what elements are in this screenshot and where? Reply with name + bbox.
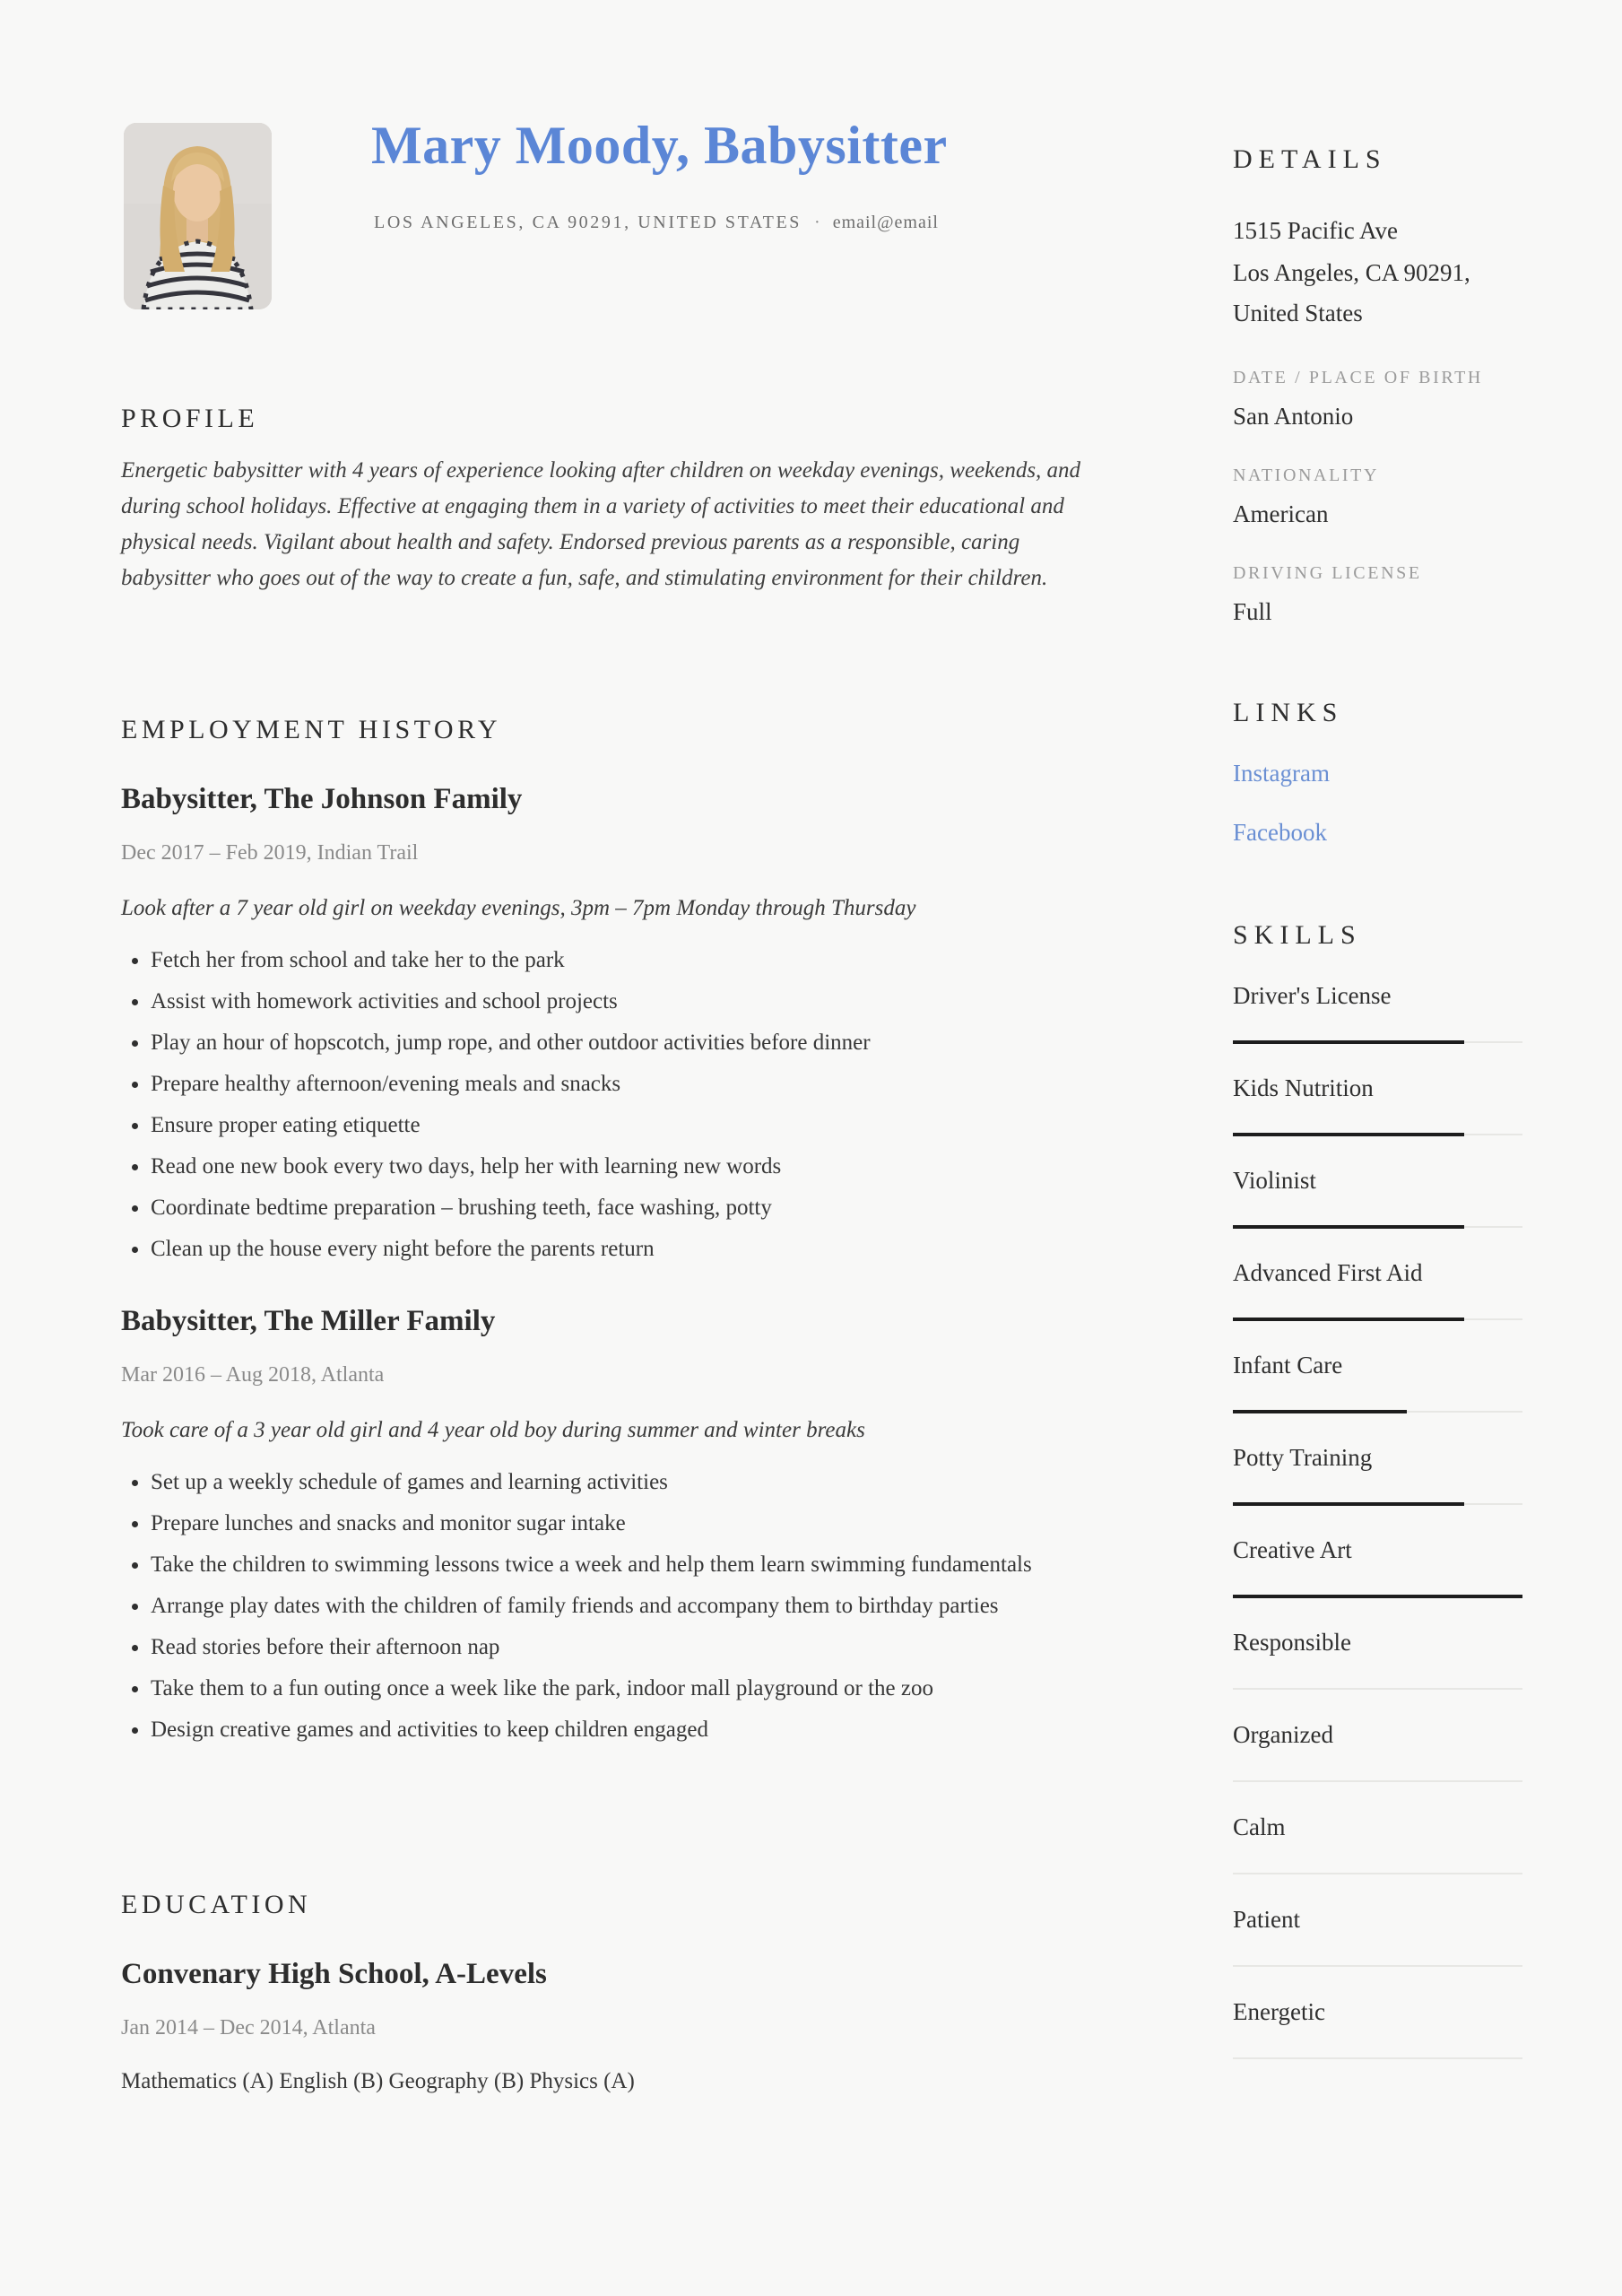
skill-label: Infant Care [1233,1352,1343,1378]
skill-label: Calm [1233,1813,1286,1840]
job-bullet: Take the children to swimming lessons twice a week and help them learn swimming fundamentals [121,1544,1036,1586]
nationality-label: NATIONALITY [1233,465,1380,485]
job-bullet: Coordinate bedtime preparation – brushing teeth, face washing, potty [121,1187,1036,1229]
facebook-link[interactable]: Facebook [1233,819,1327,846]
sidebar [1233,144,1524,2060]
skill-level-bar [1233,1410,1522,1413]
job-bullet: Assist with homework activities and school projects [121,981,1036,1022]
skill-label: Patient [1233,1906,1300,1933]
skill-level-bar [1233,1502,1522,1506]
job-bullet-list [121,1462,1036,1751]
job-summary: Look after a 7 year old girl on weekday evenings, 3pm – 7pm Monday through Thursday [121,896,916,920]
job-bullet: Play an hour of hopscotch, jump rope, and other outdoor activities before dinner [121,1022,1036,1064]
education-entry [121,1955,1139,2097]
skill-level-bar [1233,1779,1522,1783]
profile-heading: PROFILE [121,404,259,433]
school-dates: Jan 2014 – Dec 2014, Atlanta [121,2016,376,2039]
profile-section [121,402,1139,596]
skill-level-bar [1233,1964,1522,1968]
skill-item [1233,1165,1524,1229]
job-title: Babysitter, The Johnson Family [121,783,523,815]
skill-level-bar [1233,1318,1522,1321]
page-title: Mary Moody, Babysitter [371,116,948,175]
skill-item [1233,1073,1524,1136]
job-bullet: Prepare lunches and snacks and monitor sugar intake [121,1503,1036,1544]
separator-dot: · [814,213,820,232]
skill-label: Potty Training [1233,1444,1373,1471]
skill-item [1233,1904,1524,1968]
skill-item [1233,1442,1524,1506]
location-text: LOS ANGELES, CA 90291, UNITED STATES [374,213,802,232]
job-bullet: Set up a weekly schedule of games and learning activities [121,1462,1036,1503]
job-dates: Dec 2017 – Feb 2019, Indian Trail [121,841,419,865]
job-bullet: Design creative games and activities to keep children engaged [121,1709,1036,1751]
details-heading: DETAILS [1233,144,1387,174]
email-link[interactable]: email@email [832,213,939,232]
job-dates: Mar 2016 – Aug 2018, Atlanta [121,1363,385,1387]
job-entry [121,1302,1139,1751]
skill-label: Creative Art [1233,1536,1352,1563]
skill-label: Driver's License [1233,982,1392,1009]
job-bullet: Ensure proper eating etiquette [121,1105,1036,1146]
portrait-illustration [124,123,272,309]
skill-item [1233,1627,1524,1691]
skill-label: Violinist [1233,1167,1316,1194]
job-bullet: Clean up the house every night before the parents return [121,1229,1036,1270]
job-bullet: Read stories before their afternoon nap [121,1627,1036,1668]
birth-label: DATE / PLACE OF BIRTH [1233,368,1483,387]
skill-level-bar [1233,1687,1522,1691]
skill-label: Responsible [1233,1629,1351,1656]
job-bullet: Arrange play dates with the children of family friends and accompany them to birthday parties [121,1586,1036,1627]
address-line-1: 1515 Pacific Ave [1233,217,1398,244]
skill-item [1233,1996,1524,2060]
job-bullet: Fetch her from school and take her to the park [121,940,1036,981]
skill-item [1233,1719,1524,1783]
employment-section [121,713,1139,1751]
job-entry [121,780,1139,1270]
job-bullet: Take them to a fun outing once a week like the park, indoor mall playground or the zoo [121,1668,1036,1709]
job-bullet-list [121,940,1036,1270]
license-value: Full [1233,598,1272,625]
skills-heading: SKILLS [1233,920,1362,950]
school-title: Convenary High School, A-Levels [121,1958,547,1990]
education-section [121,1888,1139,2097]
skill-level-bar [1233,1040,1522,1044]
profile-text: Energetic babysitter with 4 years of experience looking after children on weekday evenings, weekends, and during school holidays. Effective at engaging them in a variety of activities to meet their educational and physical needs. Vigilant about health and safety. Endorsed previous parents as a responsible, caring babysitter who goes out of the way to create a fun, safe, and stimulating environment for their children. [121,458,1081,590]
license-label: DRIVING LICENSE [1233,563,1422,583]
skill-label: Kids Nutrition [1233,1074,1374,1101]
skill-label: Advanced First Aid [1233,1259,1423,1286]
job-summary: Took care of a 3 year old girl and 4 year old boy during summer and winter breaks [121,1418,865,1442]
skill-level-bar [1233,1595,1522,1598]
job-bullet: Read one new book every two days, help her with learning new words [121,1146,1036,1187]
skill-level-bar [1233,1225,1522,1229]
skill-item [1233,1535,1524,1598]
skills-list [1233,980,1524,2060]
education-heading: EDUCATION [121,1890,312,1919]
skill-item [1233,1350,1524,1413]
school-grades: Mathematics (A) English (B) Geography (B) Physics (A) [121,2069,635,2093]
birth-value: San Antonio [1233,403,1354,430]
skill-label: Organized [1233,1721,1333,1748]
job-bullet: Prepare healthy afternoon/evening meals and snacks [121,1064,1036,1105]
contact-line [374,213,939,233]
skill-item [1233,1812,1524,1875]
skill-item [1233,1257,1524,1321]
employment-heading: EMPLOYMENT HISTORY [121,715,502,744]
nationality-value: American [1233,500,1329,527]
links-heading: LINKS [1233,698,1344,727]
skill-level-bar [1233,2057,1522,2060]
skill-item [1233,980,1524,1044]
profile-photo [124,123,272,309]
instagram-link[interactable]: Instagram [1233,760,1330,787]
skill-level-bar [1233,1872,1522,1875]
address-line-2: Los Angeles, CA 90291, United States [1233,259,1470,326]
skill-level-bar [1233,1133,1522,1136]
job-title: Babysitter, The Miller Family [121,1305,496,1337]
skill-label: Energetic [1233,1998,1325,2025]
